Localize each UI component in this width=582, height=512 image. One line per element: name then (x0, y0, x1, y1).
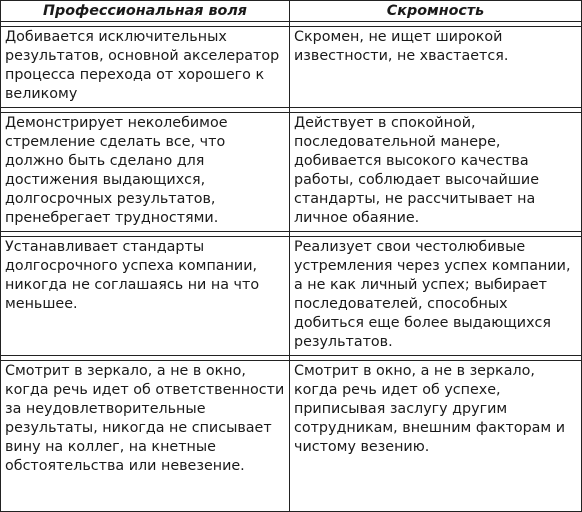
table-cell-humility: Реализует свои честолюбивые устремления через успех компании, а не как личный успех; выбирает последователей, способных добиться еще более выдающихся результатов. (290, 237, 582, 356)
header-professional-will: Профессиональная воля (1, 1, 290, 22)
table-cell-humility: Действует в спокойной, последовательной манере, добивается высокого качества работы, соблюдает высочайшие стандарты, не рассчитывает на личное обаяние. (290, 113, 582, 232)
table-row (1, 113, 582, 232)
header-row (1, 1, 582, 22)
table-row (1, 27, 582, 108)
table-cell-humility: Скромен, не ищет широкой известности, не хвастается. (290, 27, 582, 108)
table-row (1, 237, 582, 356)
table-cell-will: Демонстрирует неколебимое стремление сделать все, что должно быть сделано для достижения выдающихся, долгосрочных результатов, пренебрегает трудностями. (1, 113, 290, 232)
header-humility: Скромность (290, 1, 582, 22)
table-row (1, 361, 582, 512)
table-cell-humility: Смотрит в окно, а не в зеркало, когда речь идет об успехе, приписывая заслугу другим сотрудникам, внешним факторам и чистому везению. (290, 361, 582, 512)
table-cell-will: Добивается исключительных результатов, основной акселератор процесса перехода от хорошего к великому (1, 27, 290, 108)
table-cell-will: Смотрит в зеркало, а не в окно, когда речь идет об ответственности за неудовлетворительные результаты, никогда не списывает вину на коллег, на кнетные обстоятельства или невезение. (1, 361, 290, 512)
table-cell-will: Устанавливает стандарты долгосрочного успеха компании, никогда не соглашаясь ни на что меньшее. (1, 237, 290, 356)
